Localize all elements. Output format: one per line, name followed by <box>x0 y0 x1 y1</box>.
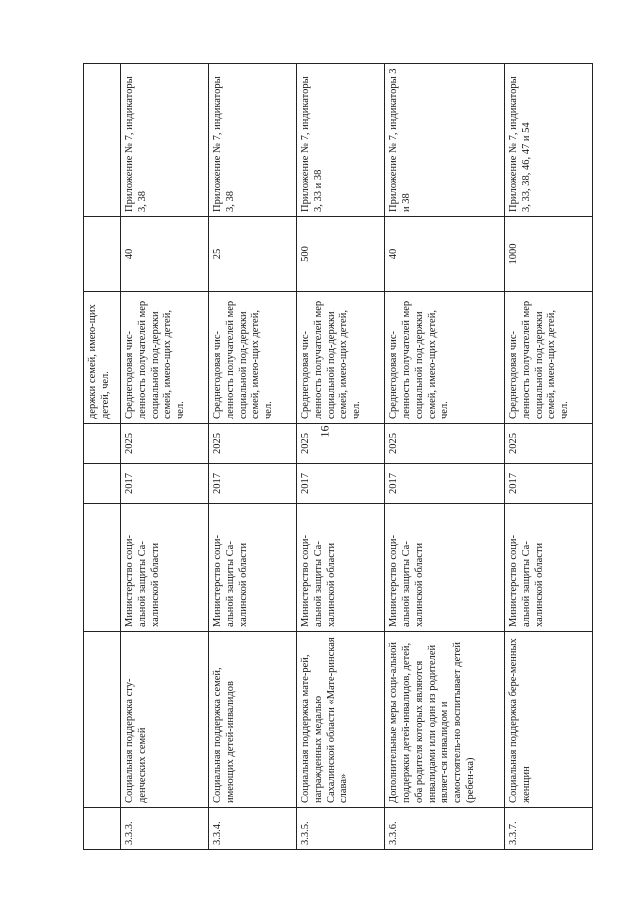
cell-item-number: 3.3.3. <box>121 808 209 850</box>
cell-link: Приложение № 7, индикаторы 3, 38 <box>209 64 297 217</box>
cell-indicator: Среднегодовая чис-ленность получателей мер социальной под-держки семей, имею-щих детей, чел. <box>121 292 209 424</box>
cell-indicator: Среднегодовая чис-ленность получателей мер социальной под-держки семей, имею-щих детей, чел. <box>297 292 385 424</box>
cell-start-year: 2017 <box>121 464 209 504</box>
table-row <box>504 64 592 850</box>
cell-item-number: 3.3.4. <box>209 808 297 850</box>
cell-value: 500 <box>297 217 385 292</box>
cell-item-number: 3.3.6. <box>385 808 505 850</box>
table-row <box>121 64 209 850</box>
cell-executor: Министерство соци-альной защиты Са-халинской области <box>209 504 297 632</box>
cell-link: Приложение № 7, индикаторы 3, 33, 38, 46, 47 и 54 <box>504 64 592 217</box>
cell-indicator: Среднегодовая чис-ленность получателей мер социальной под-держки семей, имею-щих детей, чел. <box>504 292 592 424</box>
cell-value: 40 <box>121 217 209 292</box>
table-row <box>297 64 385 850</box>
program-measures-table <box>83 63 593 850</box>
cell-end-year: 2025 <box>297 424 385 464</box>
cell-indicator: Среднегодовая чис-ленность получателей мер социальной под-держки семей, имею-щих детей, чел. <box>385 292 505 424</box>
cell-empty <box>84 632 121 808</box>
cell-value: 40 <box>385 217 505 292</box>
cell-link: Приложение № 7, индикаторы 3, 38 <box>121 64 209 217</box>
cell-empty <box>84 217 121 292</box>
cell-executor: Министерство соци-альной защиты Са-халинской области <box>297 504 385 632</box>
cell-end-year: 2025 <box>504 424 592 464</box>
cell-link: Приложение № 7, индикаторы 3, 33 и 38 <box>297 64 385 217</box>
table-row <box>385 64 505 850</box>
cell-measure-name: Социальная поддержка мате-рей, награжденных медалью Сахалинской области «Мате-ринская слава» <box>297 632 385 808</box>
cell-link: Приложение № 7, индикаторы 3 и 38 <box>385 64 505 217</box>
cell-start-year: 2017 <box>385 464 505 504</box>
cell-indicator: держки семей, имею-щих детей, чел. <box>84 292 121 424</box>
cell-executor: Министерство соци-альной защиты Са-халинской области <box>121 504 209 632</box>
cell-end-year: 2025 <box>121 424 209 464</box>
table-row-continuation <box>84 64 121 850</box>
cell-value: 25 <box>209 217 297 292</box>
cell-empty <box>84 808 121 850</box>
cell-measure-name: Дополнительные меры соци-альной поддержки детей-инвалидов, детей, оба родителя которых являются инвалидами или один из родителей являет-ся инвалидом и самостоятель-но воспитывает детей (ребен-ка) <box>385 632 505 808</box>
cell-start-year: 2017 <box>209 464 297 504</box>
page-number: 16 <box>317 425 332 438</box>
program-table-container <box>83 64 634 850</box>
cell-start-year: 2017 <box>504 464 592 504</box>
cell-measure-name: Социальная поддержка сту-денческих семей <box>121 632 209 808</box>
cell-value: 1000 <box>504 217 592 292</box>
cell-empty <box>84 64 121 217</box>
cell-empty <box>84 464 121 504</box>
cell-item-number: 3.3.5. <box>297 808 385 850</box>
cell-indicator: Среднегодовая чис-ленность получателей мер социальной под-держки семей, имею-щих детей, чел. <box>209 292 297 424</box>
cell-empty <box>84 424 121 464</box>
cell-measure-name: Социальная поддержка семей, имеющих детей-инвалидов <box>209 632 297 808</box>
cell-end-year: 2025 <box>209 424 297 464</box>
cell-empty <box>84 504 121 632</box>
cell-item-number: 3.3.7. <box>504 808 592 850</box>
cell-executor: Министерство соци-альной защиты Са-халинской области <box>504 504 592 632</box>
cell-executor: Министерство соци-альной защиты Са-халинской области <box>385 504 505 632</box>
cell-end-year: 2025 <box>385 424 505 464</box>
table-row <box>209 64 297 850</box>
cell-measure-name: Социальная поддержка бере-менных женщин <box>504 632 592 808</box>
cell-start-year: 2017 <box>297 464 385 504</box>
